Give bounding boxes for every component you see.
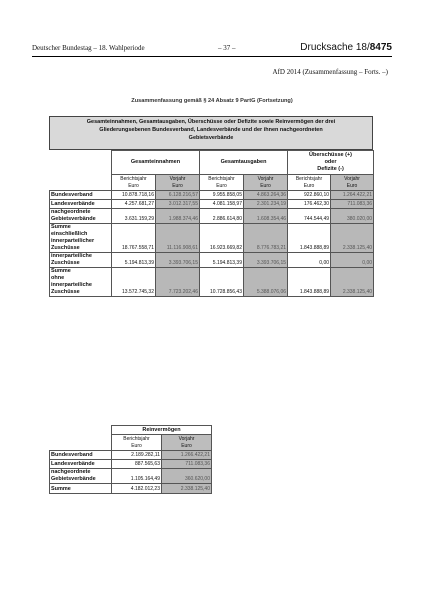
subheader-cell: Vorjahr Euro <box>244 175 288 191</box>
value-cell: 2.886.614,80 <box>200 209 244 224</box>
value-cell: 922.860,10 <box>288 191 331 200</box>
subheader-cell: Berichtsjahr Euro <box>200 175 244 191</box>
subheader-cell: Berichtsjahr Euro <box>112 175 156 191</box>
value-cell: 1.988.374,46 <box>156 209 200 224</box>
value-cell: 11.116.908,61 <box>156 224 200 253</box>
group-gesamtausgaben: Gesamtausgaben <box>200 151 288 175</box>
value-cell: 1.266.422,21 <box>162 451 212 460</box>
row-label: nachgeordnete Gebietsverbände <box>50 469 112 484</box>
value-cell: 3.012.317,55 <box>156 200 200 209</box>
row-label: Summe ohne innerparteiliche Zuschüsse <box>50 268 112 297</box>
subheader-cell: Berichtsjahr Euro <box>112 435 162 451</box>
corner-cell <box>50 151 112 175</box>
value-cell: 5.388.076,06 <box>244 268 288 297</box>
value-cell: 9.955.858,05 <box>200 191 244 200</box>
value-cell: 2.338.125,40 <box>331 268 374 297</box>
value-cell: 8.776.783,21 <box>244 224 288 253</box>
subheader-cell: Berichtsjahr Euro <box>288 175 331 191</box>
subheader-cell: Vorjahr Euro <box>331 175 374 191</box>
box-line: Gebietsverbände <box>188 135 234 141</box>
value-cell: 3.393.706,15 <box>156 253 200 268</box>
value-cell: 16.923.669,82 <box>200 224 244 253</box>
group-header-row <box>50 151 374 175</box>
subheader-row <box>50 175 374 191</box>
table-row <box>50 224 374 253</box>
value-cell: 711.083,36 <box>162 460 212 469</box>
row-label: Summe einschließlich innerparteilicher Zuschüsse <box>50 224 112 253</box>
value-cell: 744.544,49 <box>288 209 331 224</box>
box-line: Gliederungsebenen Bundesverband, Landesverbände und der ihnen nachgeordneten <box>99 127 323 133</box>
reinvermoegen-table <box>49 425 212 494</box>
section-subtitle: AfD 2014 (Zusammenfassung – Forts. –) <box>272 68 388 76</box>
table-row <box>50 191 374 200</box>
value-cell: 1.105.164,49 <box>112 469 162 484</box>
table-row <box>50 451 212 460</box>
value-cell: 10.728.856,43 <box>200 268 244 297</box>
box-line: Gesamteinnahmen, Gesamtausgaben, Überschüsse oder Defizite sowie Reinvermögen der drei <box>86 119 336 125</box>
value-cell: 5.194.813,39 <box>200 253 244 268</box>
value-cell: 887.565,63 <box>112 460 162 469</box>
header-left: Deutscher Bundestag – 18. Wahlperiode <box>32 44 145 52</box>
value-cell: 2.338.125,40 <box>162 484 212 494</box>
value-cell: 176.462,30 <box>288 200 331 209</box>
summary-table <box>49 150 374 297</box>
value-cell: 18.767.558,71 <box>112 224 156 253</box>
group-gesamteinnahmen: Gesamteinnahmen <box>112 151 200 175</box>
subheader-cell: Vorjahr Euro <box>162 435 212 451</box>
table-row <box>50 484 212 494</box>
subheader-cell: Vorjahr Euro <box>156 175 200 191</box>
value-cell: 1.843.888,89 <box>288 224 331 253</box>
row-label: innerparteiliche Zuschüsse <box>50 253 112 268</box>
rv-title: Reinvermögen <box>112 426 212 435</box>
value-cell: 7.723.202,46 <box>156 268 200 297</box>
row-label: Summe <box>50 484 112 494</box>
rv-title-row <box>50 426 212 435</box>
table-row <box>50 253 374 268</box>
row-label: nachgeordnete Gebietsverbände <box>50 209 112 224</box>
value-cell: 380.020,00 <box>331 209 374 224</box>
table-title: Zusammenfassung gemäß § 24 Absatz 9 PartG (Fortsetzung) <box>131 98 293 104</box>
table-row <box>50 209 374 224</box>
value-cell: 0,00 <box>331 253 374 268</box>
value-cell: 4.182.012,23 <box>112 484 162 494</box>
value-cell: 1.264.422,21 <box>331 191 374 200</box>
table-row <box>50 469 212 484</box>
table-row <box>50 460 212 469</box>
header-rule <box>32 56 392 57</box>
row-label: Bundesverband <box>50 451 112 460</box>
value-cell: 711.083,36 <box>331 200 374 209</box>
page-header <box>32 42 392 56</box>
table-row <box>50 268 374 297</box>
row-label: Landesverbände <box>50 200 112 209</box>
row-label: Landesverbände <box>50 460 112 469</box>
group-ueberschuesse: Überschüsse (+) oder Defizite (-) <box>288 151 374 175</box>
value-cell: 0,00 <box>288 253 331 268</box>
value-cell: 1.843.888,89 <box>288 268 331 297</box>
value-cell: 13.572.745,32 <box>112 268 156 297</box>
value-cell: 4.257.681,27 <box>112 200 156 209</box>
value-cell: 6.128.216,57 <box>156 191 200 200</box>
summary-box <box>49 116 373 150</box>
value-cell: 10.878.718,16 <box>112 191 156 200</box>
row-label: Bundesverband <box>50 191 112 200</box>
page-number: – 37 – <box>218 44 236 52</box>
value-cell: 3.393.706,15 <box>244 253 288 268</box>
value-cell: 4.081.158,97 <box>200 200 244 209</box>
value-cell: 360.620,00 <box>162 469 212 484</box>
rv-subheader-row <box>50 435 212 451</box>
value-cell: 3.631.159,29 <box>112 209 156 224</box>
value-cell: 4.863.264,36 <box>244 191 288 200</box>
document-number: Drucksache 18/8475 <box>300 42 392 53</box>
table-row <box>50 200 374 209</box>
value-cell: 1.608.354,46 <box>244 209 288 224</box>
value-cell: 2.338.125,40 <box>331 224 374 253</box>
value-cell: 2.189.282,11 <box>112 451 162 460</box>
value-cell: 2.301.234,19 <box>244 200 288 209</box>
value-cell: 5.194.813,39 <box>112 253 156 268</box>
